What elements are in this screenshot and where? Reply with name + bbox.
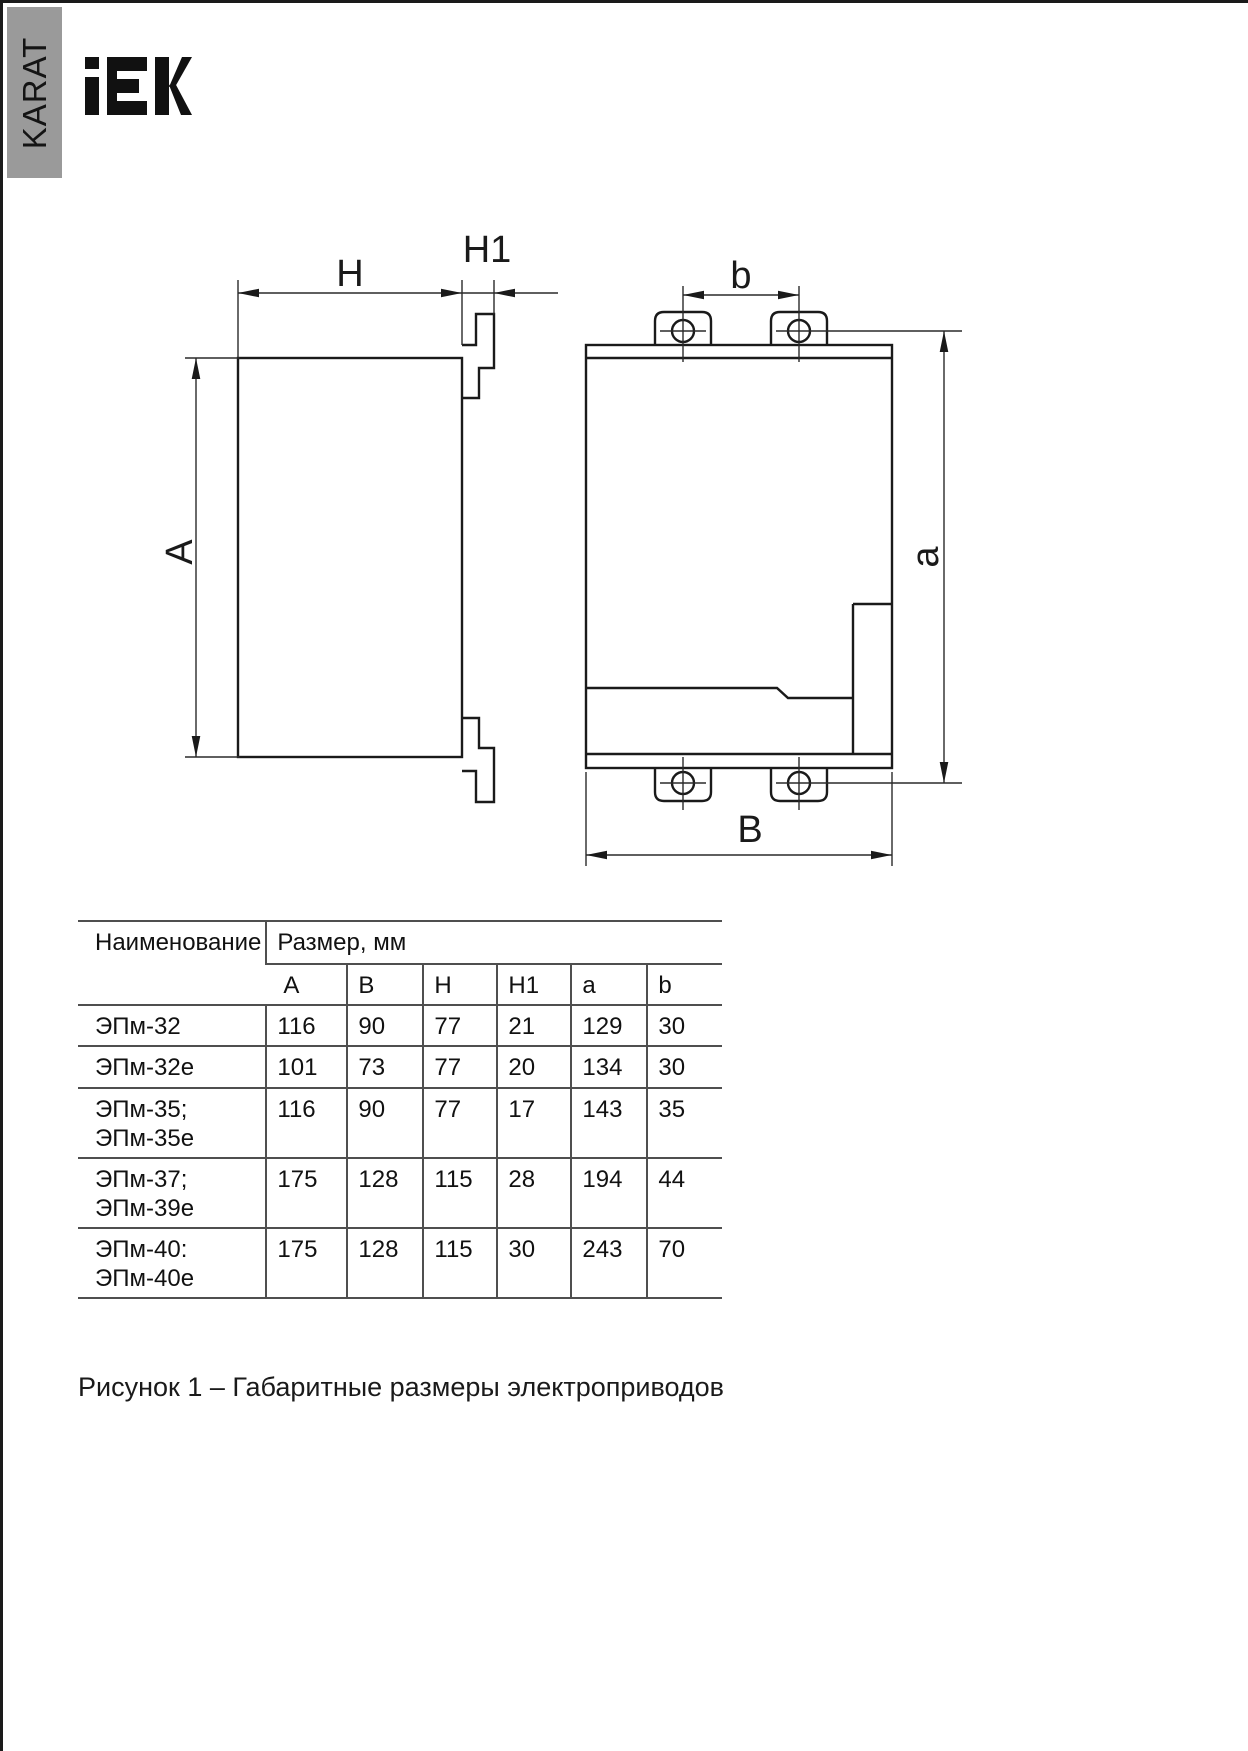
model-name: ЭПм-40: [95, 1236, 188, 1263]
table-header-name: Наименование [78, 921, 266, 1005]
model-name: ЭПм-32е [95, 1054, 195, 1081]
model-name: ЭПм-40е [95, 1265, 195, 1292]
col-header-b: b [647, 964, 722, 1005]
table-row: ЭПм-37; ЭПм-39е 175 128 115 28 194 44 [78, 1158, 722, 1228]
col-header-B: B [347, 964, 423, 1005]
model-name: ЭПм-37; [95, 1166, 188, 1193]
side-view-drawing [238, 314, 494, 802]
dim-label-A: A [159, 539, 201, 565]
side-view-top-flange [462, 314, 494, 398]
side-view-bottom-flange [462, 718, 494, 802]
col-header-a: a [571, 964, 647, 1005]
dim-label-H1: H1 [462, 229, 512, 271]
side-view-dimensions [159, 229, 558, 757]
front-view-drawing [586, 312, 892, 801]
dim-label-H: H [336, 253, 364, 295]
col-header-H1: H1 [497, 964, 571, 1005]
model-name: ЭПм-39е [95, 1195, 195, 1222]
model-name: ЭПм-35е [95, 1125, 195, 1152]
figure-caption: Рисунок 1 – Габаритные размеры электроприводов [78, 1372, 725, 1402]
front-view-dimensions [586, 255, 962, 866]
brand-sidebar-label: KARAT [15, 36, 53, 149]
col-header-H: H [423, 964, 497, 1005]
dimensions-table [78, 920, 722, 1299]
dim-label-a: a [905, 546, 947, 568]
table-row: ЭПм-32 116 90 77 21 129 30 [78, 1005, 722, 1046]
model-name: ЭПм-32 [95, 1013, 181, 1040]
table-header-size: Размер, мм [266, 921, 722, 964]
dim-label-b: b [730, 255, 752, 297]
model-name: ЭПм-35; [95, 1096, 188, 1123]
table-row: ЭПм-32е 101 73 77 20 134 30 [78, 1046, 722, 1088]
table-row: ЭПм-35; ЭПм-35е 116 90 77 17 143 35 [78, 1088, 722, 1158]
side-view-body [238, 358, 462, 757]
front-view-body [586, 345, 892, 768]
col-header-A: A [266, 964, 347, 1005]
table-row: ЭПм-40: ЭПм-40е 175 128 115 30 243 70 [78, 1228, 722, 1298]
dim-label-B: B [737, 809, 763, 851]
